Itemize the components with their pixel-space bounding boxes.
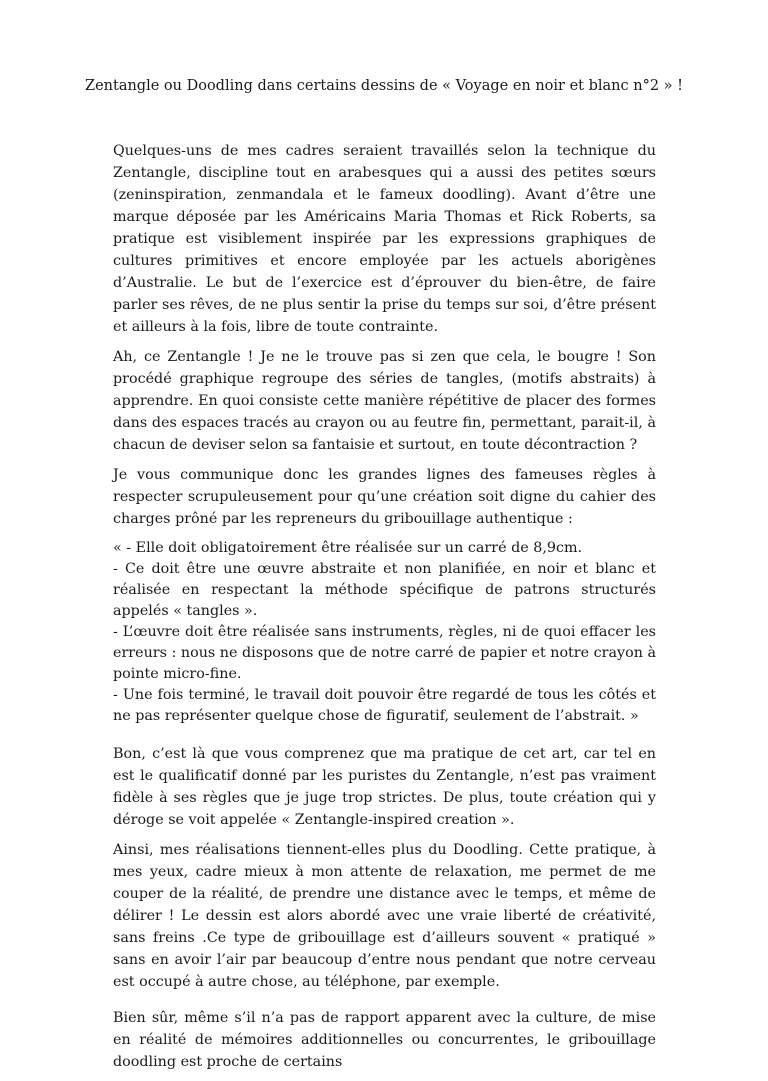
rules-list: [113, 538, 656, 727]
paragraph-rules-intro: Je vous communique donc les grandes lignes des fameuses règles à respecter scrupuleusement pour qu’une création soit digne du cahier des charges prôné par les repreneurs du gribouillage authentique :: [113, 467, 656, 527]
rule-item: - L’œuvre doit être réalisée sans instruments, règles, ni de quoi effacer les erreurs : nous ne disposons que de notre carré de papier et notre crayon à pointe micro-fine.: [113, 624, 656, 682]
rule-item: « - Elle doit obligatoirement être réalisée sur un carré de 8,9cm.: [113, 540, 583, 556]
paragraph-doodling: Ainsi, mes réalisations tiennent-elles plus du Doodling. Cette pratique, à mes yeux, cadre mieux à mon attente de relaxation, me permet de me couper de la réalité, de prendre une distance avec le temps, et même de délirer ! Le dessin est alors abordé avec une vraie liberté de créativité, sans freins .Ce type de gribouillage est d’ailleurs souvent « pratiqué » sans en avoir l’air par beaucoup d’entre nous pendant que notre cerveau est occupé à autre chose, au téléphone, par exemple.: [113, 842, 656, 990]
paragraph-zentangle-critique: Ah, ce Zentangle ! Je ne le trouve pas si zen que cela, le bougre ! Son procédé graphique regroupe des séries de tangles, (motifs abstraits) à apprendre. En quoi consiste cette manière répétitive de placer des formes dans des espaces tracés au crayon ou au feutre fin, permettant, parait-il, à chacun de deviser selon sa fantaisie et surtout, en toute décontraction ?: [113, 349, 656, 453]
rule-item: - Ce doit être une œuvre abstraite et non planifiée, en noir et blanc et réalisée en respectant la méthode spécifique de patrons structurés appelés « tangles ».: [113, 561, 656, 619]
paragraph-practice: Bon, c’est là que vous comprenez que ma pratique de cet art, car tel en est le qualificatif donné par les puristes du Zentangle, n’est pas vraiment fidèle à ses règles que je juge trop strictes. De plus, toute création qui y déroge se voit appelée « Zentangle-inspired creation ».: [113, 746, 656, 828]
rule-item: - Une fois terminé, le travail doit pouvoir être regardé de tous les côtés et ne pas représenter quelque chose de figuratif, seulement de l’abstrait. »: [113, 687, 656, 724]
document-body: [113, 140, 656, 1081]
document-title: Zentangle ou Doodling dans certains dessins de « Voyage en noir et blanc n°2 » !: [85, 78, 683, 94]
paragraph-zentangle-intro: Quelques-uns de mes cadres seraient travaillés selon la technique du Zentangle, discipline tout en arabesques qui a aussi des petites sœurs (zeninspiration, zenmandala et le fameux doodling). Avant d’être une marque déposée par les Américains Maria Thomas et Rick Roberts, sa pratique est visiblement inspirée par les expressions graphiques de cultures primitives et encore employée par les actuels aborigènes d’Australie. Le but de l’exercice est d’éprouver du bien-être, de faire parler ses rêves, de ne plus sentir la prise du temps sur soi, d’être présent et ailleurs à la fois, libre de toute contrainte.: [113, 143, 656, 335]
paragraph-culture: Bien sûr, même s’il n’a pas de rapport apparent avec la culture, de mise en réalité de mémoires additionnelles ou concurrentes, le gribouillage doodling est proche de certains: [113, 1010, 656, 1070]
